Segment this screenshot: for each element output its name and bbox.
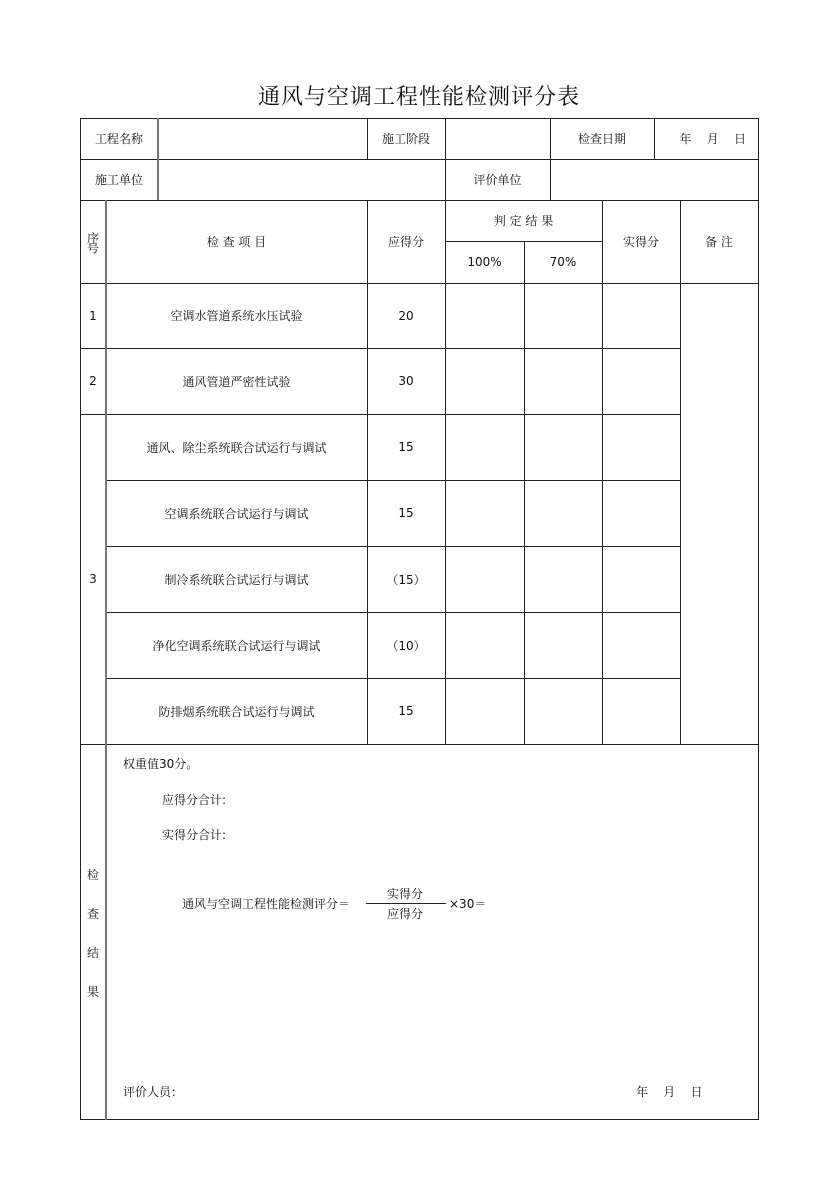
- col-100pct: 100%: [467, 255, 502, 269]
- row-score: （10）: [386, 638, 426, 653]
- col-remarks: 备 注: [705, 235, 733, 249]
- result-label-3: 结: [87, 946, 100, 960]
- row-item: 净化空调系统联合试运行与调试: [152, 638, 321, 653]
- project-name-field[interactable]: [158, 118, 367, 159]
- row-100pct-cell[interactable]: [445, 612, 524, 678]
- row-70pct-cell[interactable]: [524, 678, 602, 744]
- col-seq: 序号: [85, 231, 100, 252]
- page-title: 通风与空调工程性能检测评分表: [257, 85, 580, 110]
- divider: [80, 744, 759, 745]
- row-70pct-cell[interactable]: [524, 546, 602, 612]
- formula-denominator: 应得分: [387, 907, 424, 921]
- actual-total: 实得分合计:: [162, 828, 227, 842]
- fraction-line: [366, 903, 446, 904]
- row-score: （15）: [386, 572, 426, 587]
- row-actual-cell[interactable]: [602, 283, 680, 348]
- row-actual-cell[interactable]: [602, 678, 680, 744]
- evaluator-label: 评价人员：: [123, 1085, 184, 1099]
- row-100pct-cell[interactable]: [445, 283, 524, 348]
- row-70pct-cell[interactable]: [524, 348, 602, 414]
- row-70pct-cell[interactable]: [524, 480, 602, 546]
- evaluator-date[interactable]: 年 月 日: [636, 1085, 703, 1099]
- weight-text: 权重值30分。: [123, 757, 199, 771]
- row-seq: 2: [89, 374, 97, 388]
- expected-total: 应得分合计:: [162, 793, 227, 807]
- row-item: 防排烟系统联合试运行与调试: [158, 704, 315, 719]
- construction-unit-field[interactable]: [158, 159, 445, 200]
- row-70pct-cell[interactable]: [524, 283, 602, 348]
- row-actual-cell[interactable]: [602, 480, 680, 546]
- row-score: 30: [398, 374, 414, 388]
- divider: [758, 118, 759, 1120]
- row-score: 20: [398, 308, 414, 323]
- result-label-1: 检: [87, 868, 100, 882]
- row-score: 15: [398, 440, 414, 454]
- formula-numerator: 实得分: [387, 887, 424, 901]
- row-100pct-cell[interactable]: [445, 414, 524, 480]
- evaluation-unit-field[interactable]: [550, 159, 758, 200]
- col-actual: 实得分: [622, 235, 659, 249]
- row-item: 空调系统联合试运行与调试: [164, 506, 309, 521]
- row-item: 制冷系统联合试运行与调试: [164, 572, 309, 587]
- project-name-label: 工程名称: [94, 132, 143, 146]
- row-100pct-cell[interactable]: [445, 546, 524, 612]
- result-label-2: 查: [87, 907, 100, 921]
- row-item: 空调水管道系统水压试验: [170, 309, 303, 323]
- row-score: 15: [398, 506, 414, 520]
- check-date-label: 检查日期: [577, 132, 626, 146]
- row-seq: 1: [89, 308, 97, 323]
- row-100pct-cell[interactable]: [445, 678, 524, 744]
- construction-unit-label: 施工单位: [94, 173, 143, 187]
- result-label-4: 果: [87, 985, 100, 999]
- row-70pct-cell[interactable]: [524, 612, 602, 678]
- row-100pct-cell[interactable]: [445, 480, 524, 546]
- row-70pct-cell[interactable]: [524, 414, 602, 480]
- row-100pct-cell[interactable]: [445, 348, 524, 414]
- col-item: 检 查 项 目: [206, 235, 267, 249]
- row-actual-cell[interactable]: [602, 546, 680, 612]
- col-70pct: 70%: [549, 255, 577, 269]
- col-judgement: 判 定 结 果: [493, 214, 554, 228]
- evaluation-unit-label: 评价单位: [473, 173, 522, 187]
- remarks-cell[interactable]: [680, 283, 758, 744]
- row-score: 15: [398, 704, 414, 718]
- construction-stage-field[interactable]: [445, 118, 550, 159]
- row-item: 通风、除尘系统联合试运行与调试: [146, 440, 327, 455]
- row-item: 通风管道严密性试验: [182, 374, 291, 389]
- formula-right: ×30＝: [449, 897, 487, 911]
- divider: [80, 1119, 759, 1120]
- col-expected: 应得分: [387, 235, 424, 249]
- row-actual-cell[interactable]: [602, 348, 680, 414]
- check-date-field[interactable]: 年 月 日: [679, 132, 746, 146]
- row-actual-cell[interactable]: [602, 612, 680, 678]
- row-actual-cell[interactable]: [602, 414, 680, 480]
- construction-stage-label: 施工阶段: [381, 132, 430, 146]
- row-seq: 3: [89, 572, 97, 586]
- formula-left: 通风与空调工程性能检测评分＝: [182, 897, 351, 911]
